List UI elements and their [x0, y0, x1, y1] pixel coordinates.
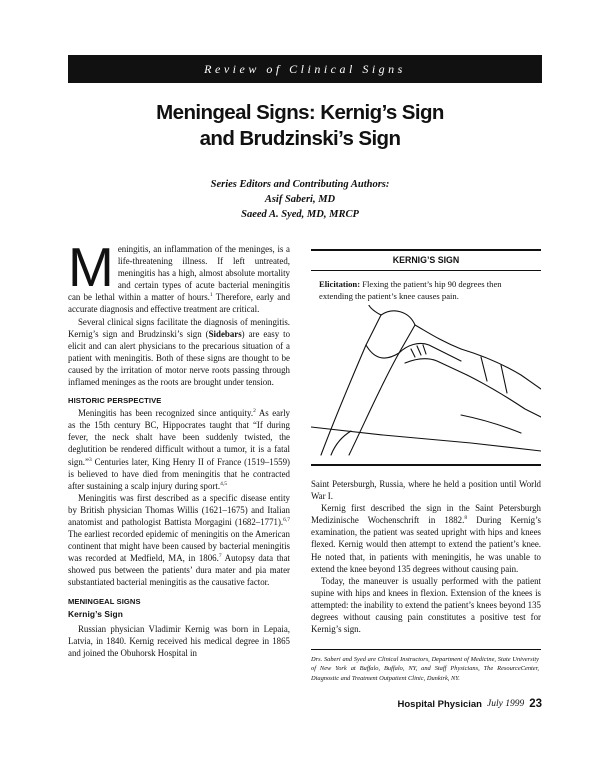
author-2: Saeed A. Syed, MD, MRCP	[241, 209, 359, 220]
subheading-kernig: Kernig’s Sign	[68, 608, 123, 619]
paragraph-today: Today, the maneuver is usually performed with the patient supine with hips and knees in flexion. Extension of the knees is attempted: the inability to extend the patient’s knees beyond 135 degrees without causing pain constitutes a positive test for Kernig’s sign.	[311, 575, 541, 635]
journal-name: Hospital Physician	[397, 698, 482, 710]
sidebar-top-rule	[311, 249, 541, 251]
paragraph-willis: Meningitis was first described as a specific disease entity by British physician Thomas Willis (1621–1675) and Italian anatomist and pathologist Battista Morgagini (1682–1771).$^{6,7}$ The earliest recorded epidemic of meningitis on the American continent that might have been caused by bacterial meningitis was recorded at Medfield, MA, in 1806.$^7$ Autopsy data that showed pus between the patients’ dura mater and pia mater substantiated bacterial meningitis as the causative factor.	[68, 492, 290, 588]
sidebars-ref: Sidebars	[208, 328, 242, 339]
section-banner	[68, 55, 542, 83]
sidebar-title: KERNIG’S SIGN	[392, 255, 460, 265]
paragraph-kernig-description: Kernig first described the sign in the Saint Petersburgh Medizinische Wochenschrift in 1882.$^8$ During Kernig’s examination, the patient was seated upright with hips and knees flexed. Kernig would then attempt to extend the patient’s knee. He noted that, in patients with meningitis, he was unable to extend the knee beyond 135 degrees without causing pain.	[311, 503, 541, 574]
page-footer	[380, 697, 542, 711]
drop-cap: M	[68, 236, 114, 298]
left-column	[68, 236, 291, 659]
banner-text: Review of Clinical Signs	[204, 61, 406, 76]
paragraph-antiquity: Meningitis has been recognized since antiquity.$^2$ As early as the 15th century BC, Hippocrates taught that “If during fever, the neck shalt have been suddenly twisted, the deglutition be rendered difficult without a tumor, it is a fatal sign.”$^3$ Centuries later, King Henry II of France (1519–1559) is believed to have died from meningitis that he contracted after sustaining a scalp injury during sport.$^{4,5}$	[68, 408, 290, 491]
author-footnote: Drs. Saberi and Syed are Clinical Instructors, Department of Medicine, State University of New York at Buffalo, Buffalo, NY, and Staff Physicians, The ResourceCenter, Diagnostic and Treatment Outpatient Clinic, Dunkirk, NY.	[311, 656, 539, 682]
issue-date: July 1999	[487, 699, 525, 709]
authors-block	[0, 177, 600, 222]
sidebar-caption: Elicitation: Flexing the patient’s hip 90 degrees then extending the patient’s knee causes pain.	[319, 279, 502, 301]
article-title-line1: Meningeal Signs: Kernig’s Sign	[156, 101, 444, 124]
sidebar-title-rule	[311, 270, 541, 271]
article-title-line2: and Brudzinski’s Sign	[199, 127, 401, 150]
sidebar-bottom-rule	[311, 464, 541, 466]
heading-historic-perspective: HISTORIC PERSPECTIVE	[68, 396, 162, 406]
author-1: Asif Saberi, MD	[264, 194, 336, 205]
kernig-sign-illustration	[311, 305, 541, 460]
authors-role: Series Editors and Contributing Authors:	[210, 179, 390, 190]
paragraph-kernig-bio: Russian physician Vladimir Kernig was born in Lepaia, Latvia, in 1840. Kernig received his medical degree in 1865 and joined the Obuhorsk Hospital in	[68, 623, 290, 658]
right-column	[311, 478, 541, 635]
page-number: 23	[529, 698, 542, 710]
footnote-rule	[311, 649, 541, 650]
paragraph-saint-petersburgh: Saint Petersburgh, Russia, where he held a position until World War I.	[311, 479, 541, 502]
intro-paragraph: Meningitis, an inflammation of the meninges, is a life-threatening illness. If left untreated, meningitis has a high, almost absolute mortality and certain types of acute bacterial meningitis can be lethal within a matter of hours.$^1$ Therefore, early and accurate diagnosis and effective treatment are critical.	[68, 236, 291, 315]
paragraph-signs: Several clinical signs facilitate the diagnosis of meningitis. Kernig’s sign and Brudzinski’s sign (Sidebars) are easy to elicit and can alert physicians to the precarious situation of a patient with meningitis. Both of these signs are thought to be caused by the irritation of motor nerve roots passing through inflamed meninges as the roots are brought under tension.	[68, 316, 291, 388]
caption-label: Elicitation:	[319, 279, 361, 289]
heading-meningeal-signs: MENINGEAL SIGNS	[68, 596, 141, 606]
